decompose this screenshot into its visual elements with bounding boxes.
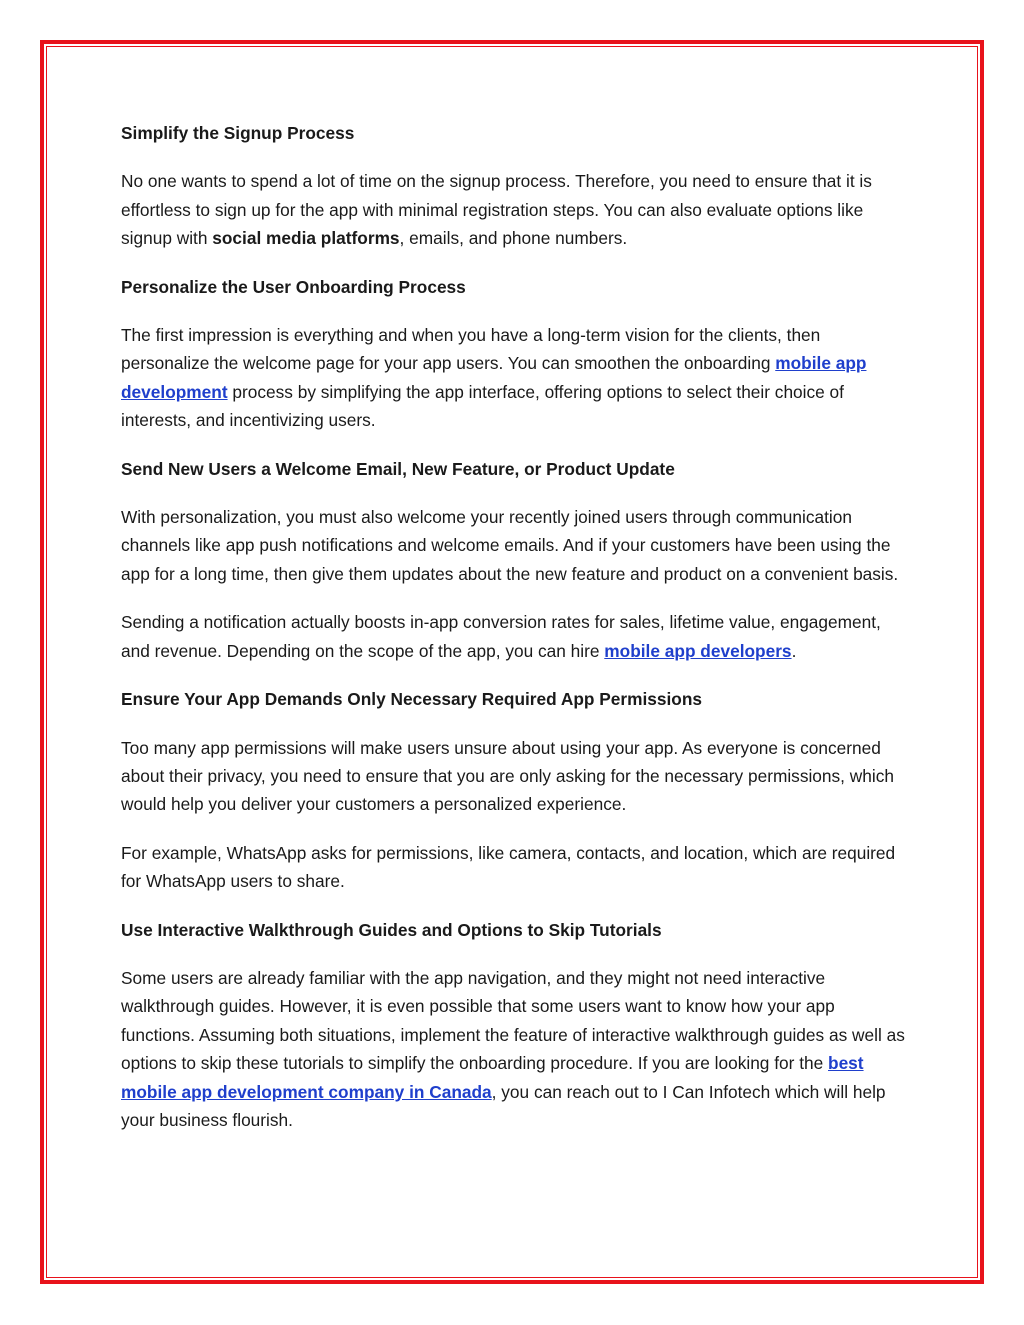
mobile-app-development-link[interactable]: mobile app development [121, 353, 867, 402]
mobile-app-developers-link[interactable]: mobile app developers [604, 640, 792, 661]
paragraph-app-permissions-2: For example, WhatsApp asks for permissions, like camera, contacts, and location, which are required for WhatsApp users to share. [121, 842, 896, 892]
paragraph-welcome-email-2: Sending a notification actually boosts in-app conversion rates for sales, lifetime value, engagement, and revenue. Depending on the scope of the app, you can hire mobile app developers. [121, 612, 881, 661]
document-body [121, 119, 911, 1154]
best-mobile-app-development-company-link[interactable]: best mobile app development company in Canada [121, 1053, 864, 1102]
paragraph-app-permissions-1: Too many app permissions will make users unsure about using your app. As everyone is concerned about their privacy, you need to ensure that you are only asking for the necessary permissions, which would help you deliver your customers a personalized experience. [121, 737, 894, 815]
paragraph-welcome-email-1: With personalization, you must also welcome your recently joined users through communication channels like app push notifications and welcome emails. And if your customers have been using the app for a long time, then give them updates about the new feature and product on a convenient basis. [121, 507, 899, 584]
heading-welcome-email: Send New Users a Welcome Email, New Feature, or Product Update [121, 458, 675, 479]
paragraph-simplify-signup: No one wants to spend a lot of time on the signup process. Therefore, you need to ensure that it is effortless to sign up for the app with minimal registration steps. You can also evaluate options like signup with social media platforms, emails, and phone numbers. [121, 171, 872, 249]
paragraph-walkthrough-guides: Some users are already familiar with the app navigation, and they might not need interactive walkthrough guides. However, it is even possible that some users want to know how your app functions. Assuming both situations, implement the feature of interactive walkthrough guides as well as options to skip these tutorials to simplify the onboarding procedure. If you are looking for the best mobile app development company in Canada, you can reach out to I Can Infotech which will help your business flourish. [121, 967, 905, 1130]
heading-walkthrough-guides: Use Interactive Walkthrough Guides and Options to Skip Tutorials [121, 919, 662, 940]
heading-app-permissions: Ensure Your App Demands Only Necessary Required App Permissions [121, 689, 703, 710]
social-media-platforms-bold: social media platforms [212, 228, 400, 249]
paragraph-personalize-onboarding: The first impression is everything and when you have a long-term vision for the clients, then personalize the welcome page for your app users. You can smoothen the onboarding mobile app development process by simplifying the app interface, offering options to select their choice of interests, and incentivizing users. [121, 325, 867, 431]
heading-personalize-onboarding: Personalize the User Onboarding Process [121, 276, 466, 297]
heading-simplify-signup: Simplify the Signup Process [121, 123, 355, 143]
